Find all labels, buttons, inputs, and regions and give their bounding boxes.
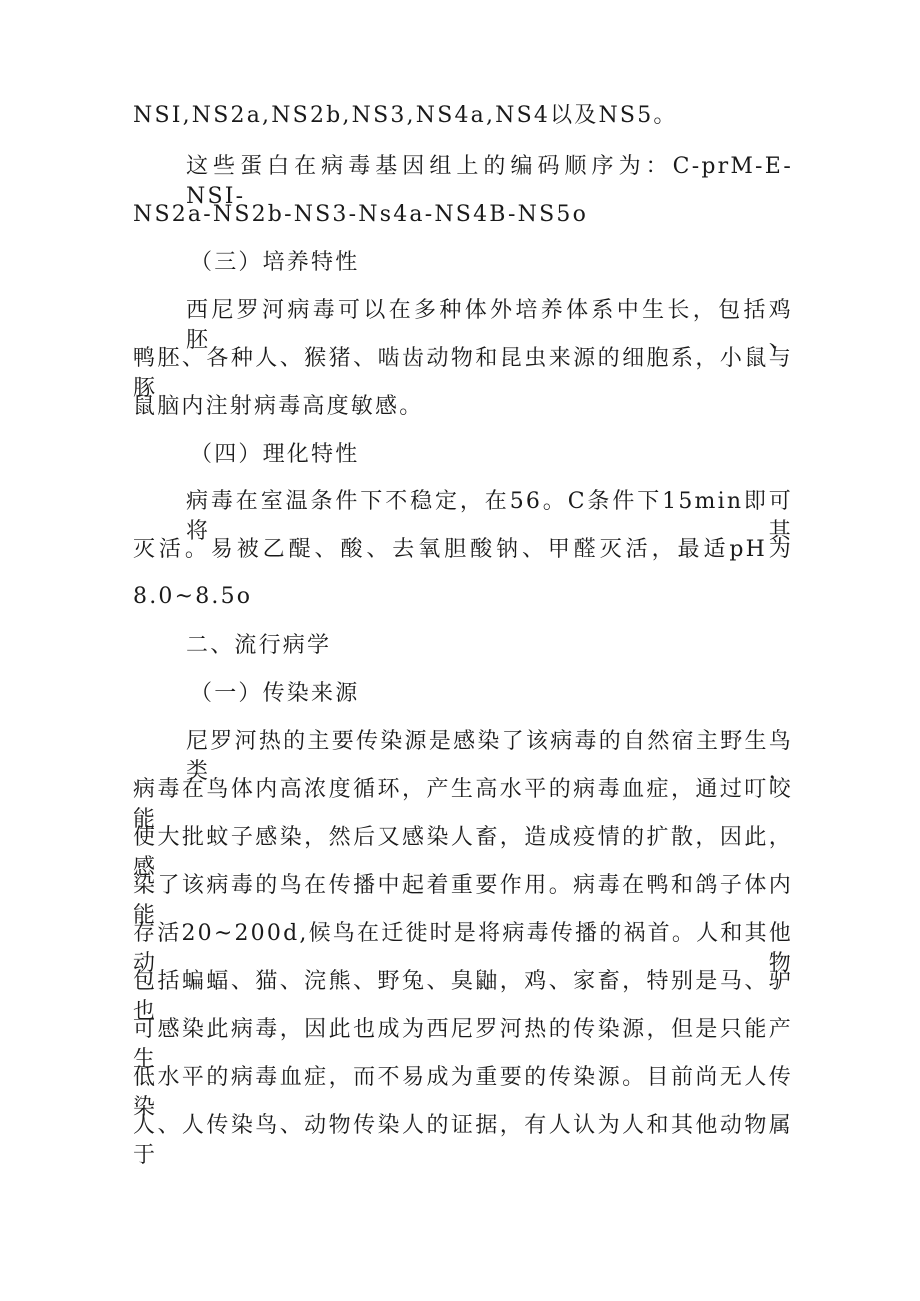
section-heading: （一）传染来源 — [190, 681, 360, 706]
text-line: 尼罗河热的主要传染源是感染了该病毒的自然宿主野生鸟类， — [186, 729, 793, 784]
text-line: 使大批蚊子感染，然后又感染人畜，造成疫情的扩散，因此，感 — [133, 825, 793, 880]
text-line: 西尼罗河病毒可以在多种体外培养体系中生长，包括鸡胚、 — [186, 298, 793, 353]
text-line: 可感染此病毒，因此也成为西尼罗河热的传染源，但是只能产生 — [133, 1017, 793, 1072]
text-line: 鸭胚、各种人、猴猪、啮齿动物和昆虫来源的细胞系，小鼠与豚 — [133, 346, 793, 401]
text-line: NSI,NS2a,NS2b,NS3,NS4a,NS4以及NS5。 — [133, 103, 678, 128]
text-line: 病毒在鸟体内高浓度循环，产生高水平的病毒血症，通过叮咬能 — [133, 777, 793, 832]
text-line: 低水平的病毒血症，而不易成为重要的传染源。目前尚无人传染 — [133, 1065, 793, 1120]
text-line: 病毒在室温条件下不稳定，在56。C条件下15min即可将其 — [186, 489, 793, 544]
text-line: 包括蝙蝠、猫、浣熊、野兔、臭鼬，鸡、家畜，特别是马、驴也 — [133, 969, 793, 1024]
text-line: 存活20~200d,候鸟在迁徙时是将病毒传播的祸首。人和其他动物 — [133, 921, 793, 976]
section-heading: （三）培养特性 — [190, 250, 360, 275]
section-heading: 二、流行病学 — [186, 633, 332, 658]
section-heading: （四）理化特性 — [190, 442, 360, 467]
text-line: NS2a-NS2b-NS3-Ns4a-NS4B-NS5o — [133, 202, 589, 227]
text-line: 鼠脑内注射病毒高度敏感。 — [133, 394, 424, 419]
text-line: 8.0~8.5o — [133, 584, 253, 609]
text-line: 染了该病毒的鸟在传播中起着重要作用。病毒在鸭和鸽子体内能 — [133, 873, 793, 928]
text-line: 人、人传染鸟、动物传染人的证据，有人认为人和其他动物属于 — [133, 1113, 793, 1168]
text-line: 这些蛋白在病毒基因组上的编码顺序为：C-prM-E-NSI- — [186, 154, 793, 209]
text-line: 灭活。易被乙醍、酸、去氧胆酸钠、甲醛灭活，最适pH为 — [133, 537, 793, 562]
